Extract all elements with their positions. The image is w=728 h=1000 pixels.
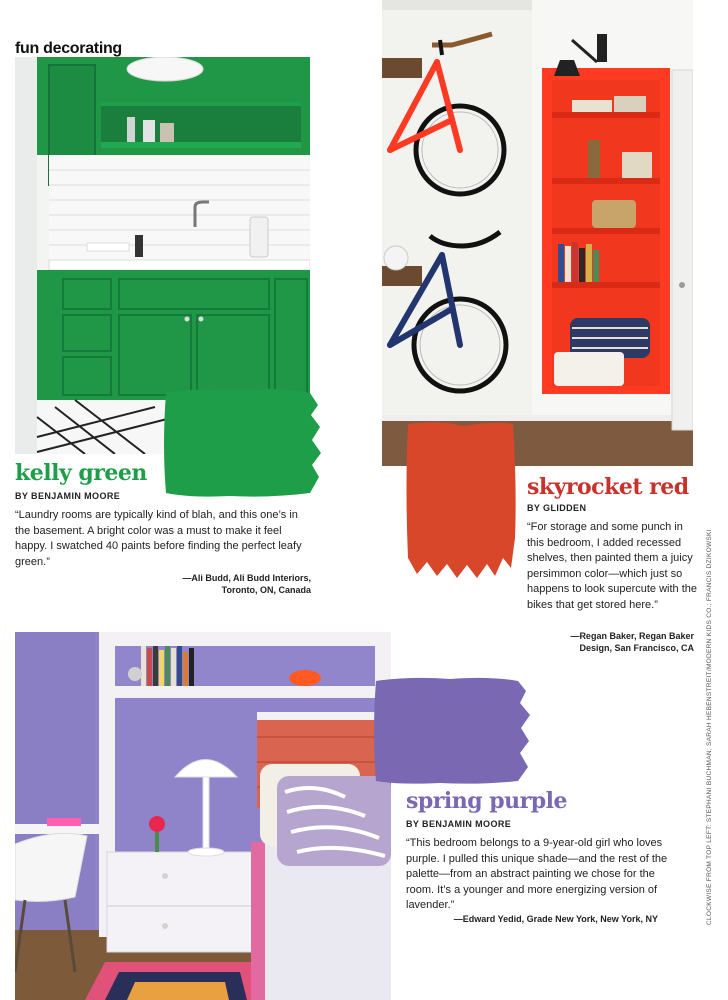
bikes-illustration [382,0,693,466]
kelly-green-brand: BY BENJAMIN MOORE [15,491,121,501]
spring-purple-title: spring purple [406,788,567,814]
spring-purple-swatch [370,673,532,788]
spring-purple-brand: BY BENJAMIN MOORE [406,819,512,829]
bedroom-photo [15,632,391,1000]
skyrocket-red-credit-line1: —Regan Baker, Regan Baker [570,631,694,641]
kelly-green-title: kelly green [15,460,147,486]
skyrocket-red-credit-line2: Design, San Francisco, CA [579,643,694,653]
kelly-green-credit-line2: Toronto, ON, Canada [221,585,311,595]
skyrocket-red-brand: BY GLIDDEN [527,503,587,513]
photo-credit: CLOCKWISE FROM TOP LEFT: STEPHANI BUCHMAN; SARAH HEBENSTREIT/MODERN KIDS CO.; FRANCIS DZIKOWSKI [706,529,713,925]
spring-purple-credit-line1: —Edward Yedid, Grade New York, New York, NY [453,914,658,924]
kelly-green-credit-line1: —Ali Budd, Ali Budd Interiors, [182,573,311,583]
kelly-green-credit [110,572,311,596]
skyrocket-red-credit [520,630,694,654]
spring-purple-quote: “This bedroom belongs to a 9-year-old girl who loves purple. I pulled this unique shade—and the rest of the palette—from an abstract painting we chose for the room. It’s a younger and more energizing version of lavender.” [406,837,668,911]
bedroom-illustration [15,632,391,1000]
skyrocket-red-title: skyrocket red [527,474,689,500]
skyrocket-red-swatch [403,418,518,580]
kelly-green-swatch [160,385,322,500]
kelly-green-quote: “Laundry rooms are typically kind of blah, and this one’s in the basement. A bright color was a must to make it feel happy. I swatched 40 paints before finding the perfect leafy green.” [15,509,302,568]
bikes-photo [382,0,693,466]
spring-purple-credit [400,913,658,925]
skyrocket-red-quote: “For storage and some punch in this bedroom, I added recessed shelves, then painted them a juicy persimmon color—which just so happens to look supercute with the bikes that get stored here.” [527,521,698,611]
section-title: fun decorating [15,40,122,57]
